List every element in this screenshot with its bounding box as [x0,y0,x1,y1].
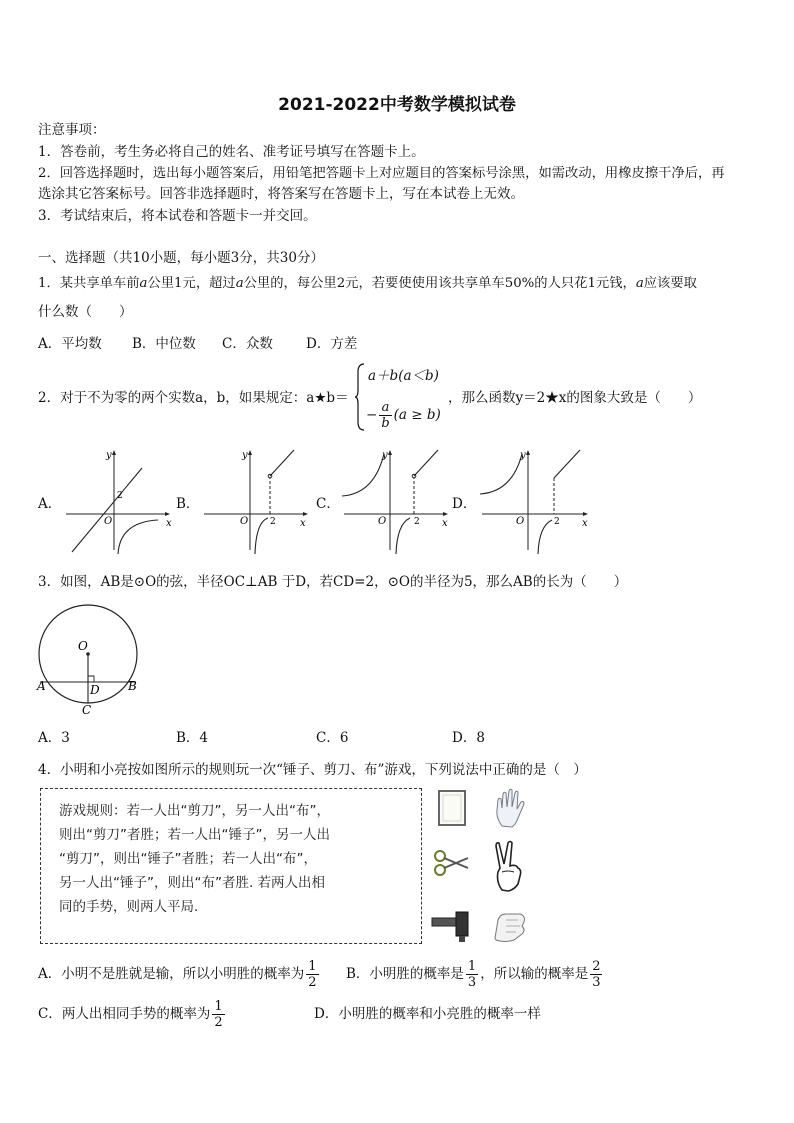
q4-option-a-text: A．小明不是胜就是输，所以小明胜的概率为 [38,966,305,982]
q4-option-b [346,956,604,992]
q2-case-2-minus: − [366,407,378,423]
paper-icon [434,788,470,828]
q2-option-c-label: C． [316,496,340,512]
q2-graph-a-x-label: x [166,518,172,529]
q4-stem: 4．小明和小亮按如图所示的规则玩一次“锤子、剪刀、布”游戏，下列说法中正确的是（ ） [38,762,587,778]
q3-option-c: C．6 [316,730,349,746]
q2-case-2-fraction: $\frac{a}{b}$ [381,400,390,431]
q4-option-b-text-2: ，所以输的概率是 [480,966,589,982]
q2-graph-d-y-label: y [520,450,526,461]
q2-brace [354,362,366,432]
fist-icon [490,908,530,944]
q4-rule-line-1: 游戏规则：若一人出“剪刀”，另一人出“布”， [59,803,330,819]
notice-heading: 注意事项： [38,122,106,138]
q4-option-a-fraction: $\frac{1}{2}$ [308,959,317,990]
q2-graph-b-y-label: y [242,450,248,461]
q4-option-a [38,956,321,992]
q2-graph-b-origin: O [240,516,249,527]
notice-item-3: 3．考试结束后，将本试卷和答题卡一并交回。 [38,208,317,224]
hammer-icon [430,908,472,944]
q2-graph-c [340,446,454,556]
q1-option-d: D．方差 [306,336,358,352]
q3-option-a: A．3 [38,730,70,746]
q2-case-2-cond: (a ≥ b) [393,407,441,423]
q2-graph-c-x-label: x [442,518,448,529]
q3-stem: 3．如图，AB是⊙O的弦，半径OC⊥AB 于D，若CD=2，⊙O的半径为5，那么AB的长为（ ） [38,574,628,590]
q4-option-b-fraction-2: $\frac{2}{3}$ [592,959,601,990]
q2-graph-d-origin: O [516,516,525,527]
q2-graph-a-tick: 2 [117,491,123,501]
q1-option-b: B．中位数 [132,336,196,352]
q2-stem-prefix: 2．对于不为零的两个实数a，b，如果规定：a★b＝ [38,390,349,406]
q4-option-c-text: C．两人出相同手势的概率为 [38,1006,211,1022]
q2-case-1: a＋b(a＜b) [368,368,439,384]
q4-option-c-fraction: $\frac{1}{2}$ [214,999,223,1030]
q4-option-b-text: B．小明胜的概率是 [346,966,464,982]
q4-option-d: D．小明胜的概率和小亮胜的概率一样 [314,1006,541,1022]
notice-item-1: 1．答卷前，考生务必将自己的姓名、准考证号填写在答题卡上。 [38,144,425,160]
q2-case-2 [366,400,441,431]
q1-option-a: A．平均数 [38,336,102,352]
q2-graph-c-tick: 2 [414,517,420,527]
page-title: 2021-2022中考数学模拟试卷 [278,95,516,115]
q2-graph-b-tick: 2 [270,517,276,527]
notice-item-2: 2．回答选择题时，选出每小题答案后，用铅笔把答题卡上对应题目的答案标号涂黑，如需改动，用橡皮擦干净后，再 [38,166,725,181]
q2-graph-a [62,446,176,556]
q2-option-b-label: B． [176,496,200,512]
q3-circle-figure [34,600,144,716]
q3-label-b: B [128,679,137,693]
q4-rule-line-2: 则出“剪刀”者胜；若一人出“锤子”，另一人出 [59,827,330,843]
q1-stem-cont: 什么数（ ） [38,304,133,320]
q2-stem-suffix: ，那么函数y＝2★x的图象大致是（ ） [448,390,702,406]
q2-graph-c-y-label: y [382,450,388,461]
q2-graph-d [478,446,594,556]
q2-graph-b [200,446,314,556]
v-hand-icon [490,840,530,892]
q4-rule-line-4: 另一人出“锤子”，则出“布”者胜. 若两人出相 [59,875,326,891]
q4-rule-line-3: “剪刀”，则出“锤子”者胜；若一人出“布”， [59,851,317,867]
q4-option-c [38,996,227,1032]
q2-graph-d-tick: 2 [554,517,560,527]
q2-option-d-label: D． [452,496,477,512]
q4-option-b-fraction-1: $\frac{1}{3}$ [467,959,477,990]
q1-stem: 1．某共享单车前𝑎公里1元，超过𝑎公里的，每公里2元，若要使使用该共享单车50%的人只花1元钱，𝑎应该要取 [38,276,697,291]
q3-label-o: O [78,639,88,653]
q3-label-a: A [37,679,46,693]
q3-option-d: D．8 [452,730,485,746]
q3-label-c: C [82,703,92,716]
q3-option-b: B．4 [176,730,209,746]
q2-graph-c-origin: O [378,516,387,527]
notice-item-2-cont: 选涂其它答案标号。回答非选择题时，将答案写在答题卡上，写在本试卷上无效。 [38,186,524,202]
q2-graph-a-y-label: y [106,450,112,461]
q4-rule-box [40,788,422,944]
q2-graph-a-origin: O [104,516,113,527]
q3-label-d: D [90,683,100,697]
scissors-icon [432,846,472,880]
section-heading: 一、选择题（共10小题，每小题3分，共30分） [38,250,324,266]
q2-graph-b-x-label: x [300,518,306,529]
q2-graph-d-x-label: x [582,518,588,529]
q1-option-c: C．众数 [222,336,273,352]
q4-rule-line-5: 同的手势，则两人平局. [59,899,199,915]
q2-option-a-label: A． [38,496,62,512]
open-hand-icon [490,786,530,830]
